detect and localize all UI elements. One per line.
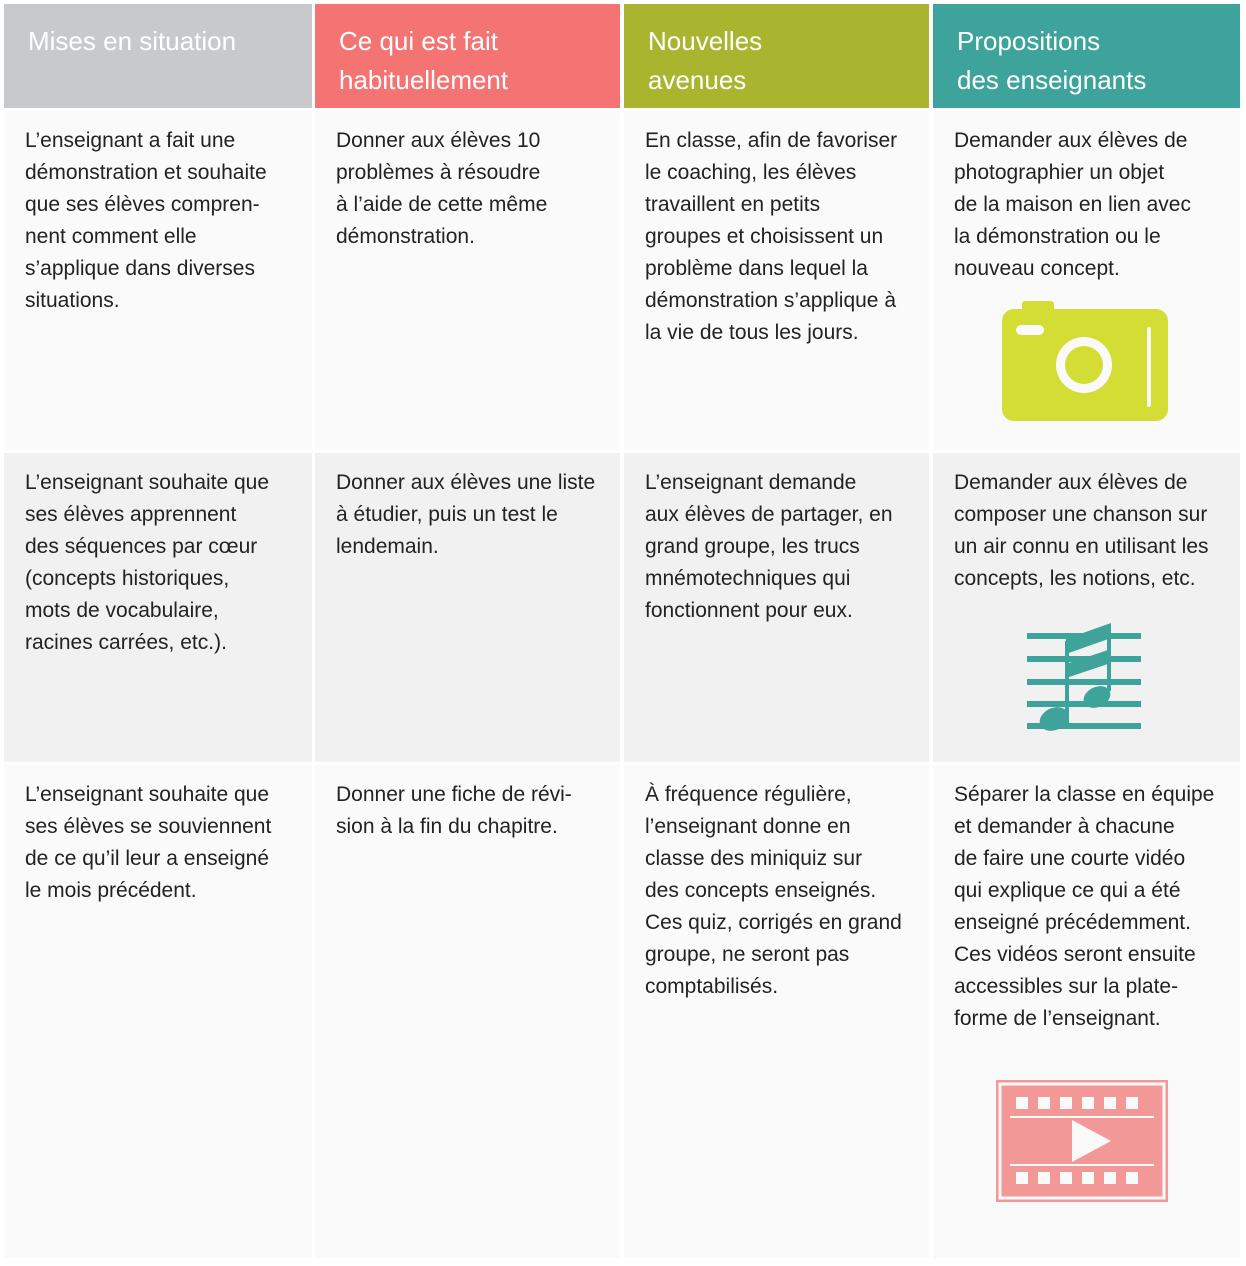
cell-line: le mois précédent. xyxy=(25,879,197,902)
cell-line: classe des miniquiz sur xyxy=(645,847,863,870)
cell-line: s’applique dans diverses xyxy=(25,257,255,280)
cell-line: À fréquence régulière, xyxy=(645,783,852,806)
cell-line: En classe, afin de favoriser xyxy=(645,129,898,152)
row3-situation-cell xyxy=(4,765,312,1258)
cell-line: L’enseignant souhaite que xyxy=(25,471,270,494)
cell-line: fonctionnent pour eux. xyxy=(645,599,853,622)
music-note-icon xyxy=(1027,621,1143,739)
header-propositions xyxy=(933,4,1240,108)
cell-line: et demander à chacune xyxy=(954,815,1175,838)
cell-line: Demander aux élèves de xyxy=(954,471,1188,494)
cell-line: problèmes à résoudre xyxy=(336,161,541,184)
row1-propositions-cell xyxy=(933,111,1240,450)
cell-line: la vie de tous les jours. xyxy=(645,321,859,344)
cell-line: L’enseignant a fait une xyxy=(25,129,236,152)
cell-line: Demander aux élèves de xyxy=(954,129,1188,152)
camera-icon xyxy=(1002,301,1170,423)
cell-line: L’enseignant demande xyxy=(645,471,857,494)
cell-line: à l’aide de cette même xyxy=(336,193,548,216)
cell-line: Donner aux élèves 10 xyxy=(336,129,541,152)
cell-line: Séparer la classe en équipe xyxy=(954,783,1215,806)
cell-line: démonstration s’applique à xyxy=(645,289,896,312)
cell-line: Donner une fiche de révi- xyxy=(336,783,572,806)
cell-line: l’enseignant donne en xyxy=(645,815,851,838)
cell-line: forme de l’enseignant. xyxy=(954,1007,1161,1030)
header-mises-en-situation xyxy=(4,4,312,108)
cell-line: ses élèves apprennent xyxy=(25,503,237,526)
cell-line: mots de vocabulaire, xyxy=(25,599,219,622)
cell-line: démonstration. xyxy=(336,225,475,248)
header-line: Nouvelles xyxy=(648,26,763,56)
cell-line: (concepts historiques, xyxy=(25,567,230,590)
cell-line: de ce qu’il leur a enseigné xyxy=(25,847,270,870)
cell-line: à étudier, puis un test le xyxy=(336,503,558,526)
cell-line: concepts, les notions, etc. xyxy=(954,567,1196,590)
row2-situation-cell xyxy=(4,453,312,762)
cell-line: situations. xyxy=(25,289,120,312)
cell-line: des concepts enseignés. xyxy=(645,879,877,902)
cell-line: accessibles sur la plate- xyxy=(954,975,1179,998)
cell-line: L’enseignant souhaite que xyxy=(25,783,270,806)
cell-line: qui explique ce qui a été xyxy=(954,879,1181,902)
header-line: habituellement xyxy=(339,65,509,95)
cell-line: Ces quiz, corrigés en grand xyxy=(645,911,902,934)
cell-line: la démonstration ou le xyxy=(954,225,1161,248)
header-line: des enseignants xyxy=(957,65,1147,95)
header-ce-qui-est-fait xyxy=(315,4,620,108)
cell-line: mnémotechniques qui xyxy=(645,567,851,590)
cell-line: démonstration et souhaite xyxy=(25,161,267,184)
row1-avenues-cell xyxy=(624,111,929,450)
row1-habituel-cell xyxy=(315,111,620,450)
cell-line: composer une chanson sur xyxy=(954,503,1208,526)
cell-line: Donner aux élèves une liste xyxy=(336,471,596,494)
cell-line: Ces vidéos seront ensuite xyxy=(954,943,1196,966)
row2-habituel-cell xyxy=(315,453,620,762)
cell-line: groupe, ne seront pas xyxy=(645,943,850,966)
cell-line: sion à la fin du chapitre. xyxy=(336,815,558,838)
header-nouvelles-avenues xyxy=(624,4,929,108)
row3-habituel-cell xyxy=(315,765,620,1258)
row3-avenues-cell xyxy=(624,765,929,1258)
cell-line: lendemain. xyxy=(336,535,439,558)
header-line: Propositions xyxy=(957,26,1101,56)
cell-line: un air connu en utilisant les xyxy=(954,535,1209,558)
header-line: avenues xyxy=(648,65,747,95)
row3-propositions-cell xyxy=(933,765,1240,1258)
cell-line: enseigné précédemment. xyxy=(954,911,1191,934)
header-line: Mises en situation xyxy=(28,26,237,56)
cell-line: ses élèves se souviennent xyxy=(25,815,272,838)
row1-situation-cell xyxy=(4,111,312,450)
cell-line: nouveau concept. xyxy=(954,257,1120,280)
cell-line: que ses élèves compren- xyxy=(25,193,260,216)
cell-line: travaillent en petits xyxy=(645,193,821,216)
cell-line: photographier un objet xyxy=(954,161,1165,184)
cell-line: aux élèves de partager, en xyxy=(645,503,893,526)
cell-line: racines carrées, etc.). xyxy=(25,631,227,654)
cell-line: grand groupe, les trucs xyxy=(645,535,860,558)
row2-propositions-cell xyxy=(933,453,1240,762)
cell-line: des séquences par cœur xyxy=(25,535,258,558)
cell-line: le coaching, les élèves xyxy=(645,161,857,184)
cell-line: problème dans lequel la xyxy=(645,257,868,280)
video-icon xyxy=(996,1080,1168,1202)
header-line: Ce qui est fait xyxy=(339,26,498,56)
cell-line: comptabilisés. xyxy=(645,975,779,998)
cell-line: groupes et choisissent un xyxy=(645,225,884,248)
cell-line: de faire une courte vidéo xyxy=(954,847,1186,870)
row2-avenues-cell xyxy=(624,453,929,762)
cell-line: de la maison en lien avec xyxy=(954,193,1191,216)
cell-line: nent comment elle xyxy=(25,225,197,248)
